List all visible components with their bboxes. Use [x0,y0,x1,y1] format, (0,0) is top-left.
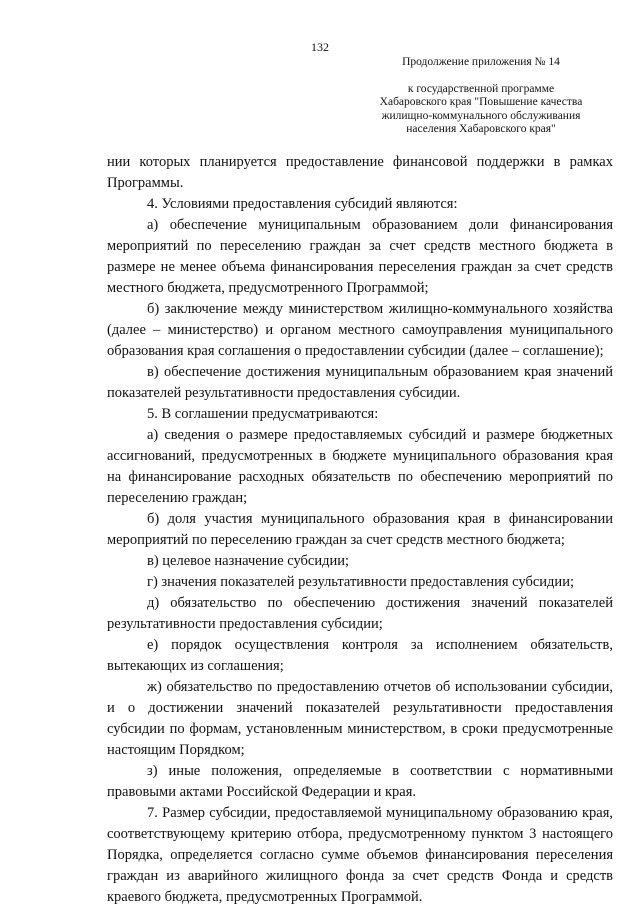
paragraph: г) значения показателей результативности предоставления субсидии; [147,574,574,590]
document-body [107,152,613,908]
paragraph: 7. Размер субсидии, предоставляемой муниципальному образованию края, соответствующему критерию отбора, предусмотренному пунктом 3 настоящего Порядка, определяется согласно сумме объемов финансирования переселения граждан из аварийного жилищного фонда за счет средств Фонда и средств краевого бюджета, предусмотренных Программой. [107,805,613,905]
paragraph: 4. Условиями предоставления субсидий являются: [147,196,458,212]
appendix-description: к государственной программе Хабаровского края "Повышение качества жилищно-коммунального обслуживания населения Хабаровского края" [379,82,583,135]
paragraph: з) иные положения, определяемые в соответствии с нормативными правовыми актами Российской Федерации и края. [107,763,613,800]
paragraph: б) доля участия муниципального образования края в финансировании мероприятий по переселению граждан за счет средств местного бюджета; [107,511,613,548]
paragraph: в) обеспечение достижения муниципальным образованием края значений показателей результативности предоставления субсидии. [107,364,613,401]
paragraph: а) сведения о размере предоставляемых субсидий и размере бюджетных ассигнований, предусмотренных в бюджете муниципального образования края на финансирование расходных обязательств по обеспечению мероприятий по переселению граждан; [107,427,613,506]
paragraph: д) обязательство по обеспечению достижения значений показателей результативности предоставления субсидии; [107,595,613,632]
appendix-header [378,56,584,137]
paragraph: е) порядок осуществления контроля за исполнением обязательств, вытекающих из соглашения; [107,637,613,674]
page-number: 132 [311,40,329,54]
appendix-continuation: Продолжение приложения № 14 [402,56,560,68]
paragraph: а) обеспечение муниципальным образованием доли финансирования мероприятий по переселению граждан за счет средств местного бюджета в размере не менее объема финансирования переселения граждан за счет средств местного бюджета, предусмотренного Программой; [107,217,613,296]
paragraph: в) целевое назначение субсидии; [147,553,350,569]
paragraph: ж) обязательство по предоставлению отчетов об использовании субсидии, и о достижении значений показателей результативности предоставления субсидии по формам, установленным министерством, в сроки предусмотренные настоящим Порядком; [107,679,613,758]
paragraph: б) заключение между министерством жилищно-коммунального хозяйства (далее – министерство) и органом местного самоуправления муниципального образования края соглашения о предоставлении субсидии (далее – соглашение); [107,301,613,359]
paragraph: 5. В соглашении предусматриваются: [147,406,379,422]
paragraph: нии которых планируется предоставление финансовой поддержки в рамках Программы. [107,154,613,191]
